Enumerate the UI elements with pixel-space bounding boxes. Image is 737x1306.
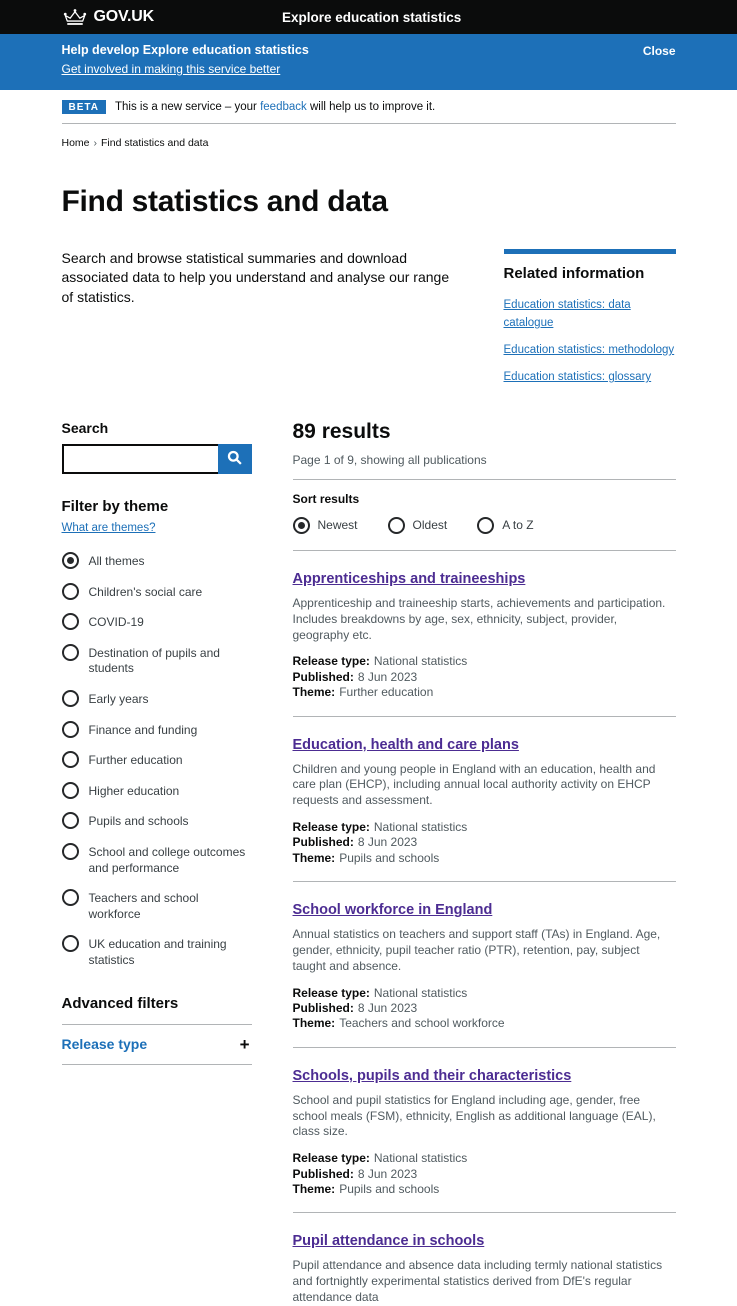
theme-radio-all-themes[interactable] (62, 552, 252, 570)
radio-label: Early years (88, 691, 149, 706)
radio-icon (62, 721, 79, 738)
breadcrumb-separator-icon: › (93, 137, 98, 149)
search-input[interactable] (62, 444, 218, 474)
theme-radio-early-years[interactable] (62, 690, 252, 708)
sort-option-a-to-z[interactable] (477, 517, 533, 534)
release-type-meta-value: National statistics (373, 985, 468, 1000)
close-banner-button[interactable]: Close (642, 44, 676, 58)
theme-meta-label: Theme: (292, 685, 336, 700)
radio-icon (62, 583, 79, 600)
radio-label: Pupils and schools (88, 814, 189, 829)
plus-icon: + (239, 1034, 250, 1054)
notification-content (62, 43, 309, 78)
radio-label: Teachers and school workforce (88, 891, 199, 921)
theme-meta-label: Theme: (292, 1181, 336, 1196)
theme-radio-finance-and-funding[interactable] (62, 721, 252, 739)
release-type-meta-value: National statistics (373, 654, 468, 669)
related-accent-bar (504, 249, 676, 254)
radio-icon (388, 517, 405, 534)
release-type-meta-value: National statistics (373, 820, 468, 835)
search-label: Search (61, 420, 109, 436)
filters-sidebar (62, 420, 252, 1306)
publication-title-link[interactable]: Pupil attendance in schools (292, 1233, 485, 1250)
publication-meta (293, 1151, 676, 1197)
published-meta-value: 8 Jun 2023 (357, 669, 418, 684)
intro-text: Search and browse statistical summaries and download associated data to help you understand and analyse our range of statistics. (61, 250, 450, 305)
theme-meta-value: Pupils and schools (339, 1181, 440, 1196)
related-link-data-catalogue[interactable]: Education statistics: data catalogue (503, 299, 631, 329)
release-type-meta-label: Release type: (292, 1151, 370, 1166)
radio-selected-icon (62, 552, 79, 569)
divider (293, 1047, 676, 1048)
govuk-header (0, 0, 737, 34)
radio-label: Destination of pupils and students (88, 645, 220, 676)
radio-icon (62, 812, 79, 829)
page-title: Find statistics and data (61, 185, 388, 218)
radio-icon (62, 782, 79, 799)
radio-label: A to Z (502, 517, 534, 532)
radio-selected-icon (293, 517, 310, 534)
publication-description: Apprenticeship and traineeship starts, achievements and participation. Includes breakdowns by age, sex, ethnicity, subject, provider, geography etc. (292, 596, 666, 642)
theme-radio-school-college-outcomes[interactable] (62, 843, 252, 876)
theme-radio-pupils-and-schools[interactable] (62, 812, 252, 830)
radio-label: Further education (88, 753, 183, 768)
sort-option-oldest[interactable] (388, 517, 448, 534)
filter-by-theme-title: Filter by theme (61, 498, 169, 515)
theme-radio-destination-of-pupils[interactable] (62, 644, 252, 677)
published-meta-label: Published: (292, 1000, 354, 1015)
theme-radio-teachers-workforce[interactable] (62, 889, 252, 922)
list-item (504, 367, 676, 385)
divider (293, 881, 676, 882)
get-involved-link[interactable]: Get involved in making this service better (61, 62, 281, 76)
breadcrumb-home-link[interactable]: Home (61, 137, 90, 149)
service-name-link[interactable]: Explore education statistics (281, 9, 462, 25)
publication-title-link[interactable]: Schools, pupils and their characteristics (292, 1067, 572, 1084)
radio-label: Higher education (88, 783, 180, 798)
release-type-meta-label: Release type: (292, 654, 370, 669)
advanced-filters-title: Advanced filters (62, 995, 252, 1025)
radio-label: Oldest (412, 517, 448, 532)
search-icon (227, 450, 242, 468)
govuk-logo-text: GOV.UK (93, 8, 154, 25)
radio-icon (62, 935, 79, 952)
phase-banner (0, 90, 737, 124)
publication-meta (293, 820, 676, 866)
radio-icon (477, 517, 494, 534)
publication-item (293, 736, 676, 883)
publication-item (293, 570, 676, 717)
breadcrumb-current: Find statistics and data (101, 137, 209, 149)
release-type-label: Release type (61, 1036, 148, 1052)
theme-meta-value: Pupils and schools (339, 850, 440, 865)
list-item (504, 340, 676, 358)
radio-label: Newest (317, 517, 358, 532)
related-title: Related information (503, 265, 645, 282)
publication-title-link[interactable]: Apprenticeships and traineeships (292, 571, 526, 587)
radio-icon (62, 843, 79, 860)
theme-radio-higher-education[interactable] (62, 782, 252, 800)
publication-item (293, 901, 676, 1048)
search-button[interactable] (218, 444, 252, 474)
notification-banner (0, 34, 737, 90)
related-information-box (504, 249, 676, 394)
radio-icon (62, 751, 79, 768)
notification-title: Help develop Explore education statistics (61, 43, 309, 57)
breadcrumb (62, 137, 676, 149)
divider (293, 479, 676, 480)
publication-item (293, 1232, 676, 1305)
published-meta-label: Published: (292, 1166, 354, 1181)
release-type-meta-value: National statistics (373, 1151, 468, 1166)
phase-text-after: will help us to improve it. (306, 101, 436, 113)
radio-label: COVID-19 (88, 615, 144, 630)
publication-title-link[interactable]: Education, health and care plans (292, 736, 519, 753)
release-type-meta-label: Release type: (292, 820, 370, 835)
release-type-meta-label: Release type: (292, 985, 370, 1000)
radio-icon (62, 644, 79, 661)
related-link-glossary[interactable]: Education statistics: glossary (503, 371, 652, 383)
beta-badge: BETA (62, 100, 106, 114)
radio-icon (62, 613, 79, 630)
radio-label: Finance and funding (88, 722, 198, 737)
radio-label: All themes (88, 554, 145, 568)
sort-option-newest[interactable] (293, 517, 358, 534)
theme-radio-further-education[interactable] (62, 751, 252, 769)
published-meta-label: Published: (292, 835, 354, 850)
phase-text (115, 101, 435, 113)
publication-description: Pupil attendance and absence data including termly national statistics and fortnightly experimental statistics derived from DfE's regular attendance data (292, 1258, 663, 1304)
publication-meta (293, 986, 676, 1032)
radio-icon (62, 690, 79, 707)
published-meta-label: Published: (292, 669, 354, 684)
radio-label: UK education and training statistics (88, 937, 227, 967)
theme-meta-label: Theme: (292, 850, 336, 865)
list-item (504, 295, 676, 331)
govuk-logo-link[interactable] (62, 8, 154, 26)
sort-radio-group (293, 517, 676, 534)
feedback-link[interactable]: feedback (260, 101, 307, 113)
publication-title-link[interactable]: School workforce in England (292, 902, 493, 919)
publication-description: School and pupil statistics for England including age, gender, free school meals (FSM), ethnicity, English as additional language (EAL), class size. (292, 1092, 656, 1139)
results-count: 89 results (292, 420, 391, 443)
published-meta-value: 8 Jun 2023 (357, 1166, 418, 1181)
publication-item (293, 1067, 676, 1214)
published-meta-value: 8 Jun 2023 (357, 1000, 418, 1015)
theme-radio-childrens-social-care[interactable] (62, 583, 252, 601)
release-type-expander[interactable] (62, 1025, 252, 1065)
page-info: Page 1 of 9, showing all publications (292, 453, 487, 467)
radio-label: School and college outcomes and performance (88, 844, 246, 875)
what-are-themes-link[interactable]: What are themes? (61, 522, 156, 534)
publication-description: Annual statistics on teachers and support staff (TAs) in England. Age, gender, ethnicity, pupil teacher ratio (PTR), retention, pay, subject taught and absence. (292, 927, 661, 973)
theme-meta-label: Theme: (292, 1016, 336, 1031)
publication-description: Children and young people in England with an education, health and care plan (EHCP), including annual local authority activity on EHCP requests and assessment. (292, 761, 656, 808)
related-link-methodology[interactable]: Education statistics: methodology (503, 344, 675, 356)
radio-icon (62, 889, 79, 906)
publication-meta (293, 654, 676, 700)
divider (293, 550, 676, 551)
divider (293, 1212, 676, 1213)
theme-radio-covid-19[interactable] (62, 613, 252, 631)
theme-meta-value: Teachers and school workforce (339, 1016, 505, 1031)
phase-text-before: This is a new service – your (114, 101, 261, 113)
divider (293, 716, 676, 717)
theme-radio-uk-education-training[interactable] (62, 935, 252, 968)
radio-label: Children's social care (88, 584, 203, 599)
published-meta-value: 8 Jun 2023 (357, 835, 418, 850)
crown-icon (62, 8, 88, 26)
theme-radio-group (62, 552, 252, 969)
sort-results-label: Sort results (292, 492, 360, 506)
theme-meta-value: Further education (339, 685, 434, 700)
results-column (293, 420, 676, 1306)
